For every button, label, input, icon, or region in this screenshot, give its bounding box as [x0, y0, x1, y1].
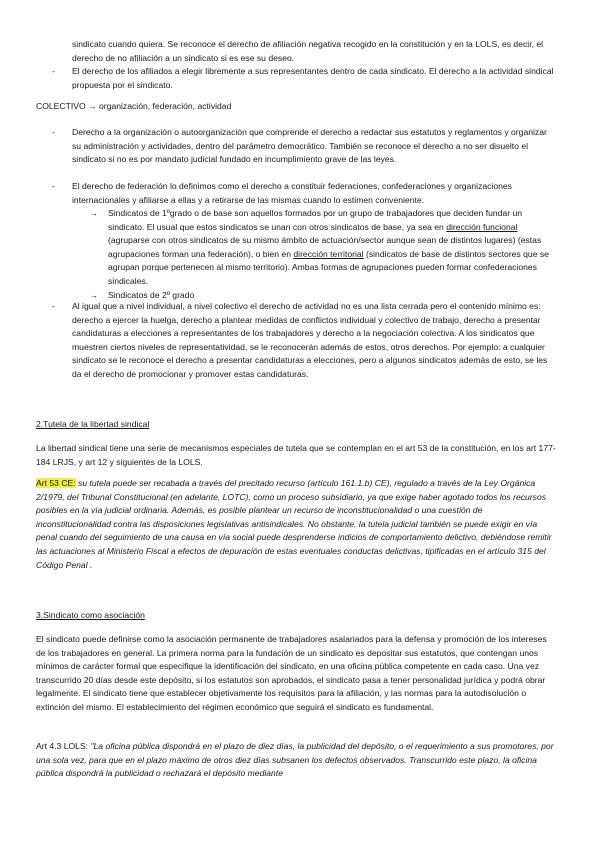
colectivo-heading: COLECTIVO → organización, federación, actividad [36, 101, 232, 111]
art-53-highlight: Art 53 CE: [36, 478, 76, 488]
section-2-art53: Art 53 CE: su tutela puede ser recabada a través del precitado recurso (artículo 161.1.b) CE), regulado a través de la Ley Orgánica 2/1979, del Tribunal Constitucional (en adelante, LOTC), como un proceso subsidiario, ya que exige haber agotado todos los recursos posibles en la vía judicial ordinaria. Además, es posible plantear un recurso de inconstitucionalidad o una cuestión de inconstitucionalidad contra las disposiciones legislativas antisindicales. No obstante, la tutela judicial también se puede exigir en vía penal cuando del seguimiento de una causa en vía social puede desprenderse indicios de comportamiento delictivo, debiéndose remitir las actuaciones al Ministerio Fiscal a efectos de depuración de estas eventuales conductas delictivas, tipificadas en el artículo 315 del Código Penal . [36, 478, 552, 570]
section-3-heading: 3.Sindicato como asociación [36, 610, 145, 620]
section-3-paragraph: El sindicato puede definirse como la asociación permanente de trabajadores asalariados para la defensa y promoción de los intereses de los trabajadores en general. La primera norma para la fundación de un sindicato es depositar sus estatutos, que contengan unos mínimos de carácter formal que especifique la identificación del sindicato, en una oficina pública competente en cada caso. Una vez transcurrido 20 días desde este depósito, si los estatutos son aprobados, el sindicato pasa a tener personalidad jurídica y podrá obrar legalmente. El sindicato tiene que establecer objetivamente los requisitos para la afiliación, y las normas para la autodisolución o extinción del mismo. El establecimiento del régimen económico que seguirá el sindicato es fundamental. [36, 634, 547, 712]
bullet-dash: - [52, 301, 55, 311]
arrow-icon: → [90, 291, 98, 300]
colectivo-bullet-2: El derecho de federación lo definimos como el derecho a constituir federaciones, confederaciones y organizaciones internacionales y afiliarse a ellas y a retirarse de las mismas cuando lo estimen conveniente. [72, 181, 512, 205]
colectivo-sub-2: Sindicatos de 2º grado [108, 290, 195, 300]
link-direccion-territorial: dirección territorial [293, 248, 364, 259]
bullet-dash: - [52, 127, 55, 137]
colectivo-bullet-3: Al igual que a nivel individual, a nivel colectivo el derecho de actividad no es una lista cerrada pero el contenido mínimo es: derecho a ejercer la huelga, derecho a plantear medidas de conflictos individual y colectivo de trabajo, derecho a presentar candidaturas a elecciones a representantes de los trabajadores y derecho a la negociación colectiva. A los sindicatos que muestren ciertos niveles de representatividad, se le reconocerán además de estos, otros derechos. Por ejemplo: a cualquier sindicato se le reconoce el derecho a presentar candidaturas a elecciones, pero a algunos sindicatos además de esto, se les da el derecho de promocionar y promover estas candidaturas. [72, 301, 548, 379]
section-3-art43: Art 4.3 LOLS: "La oficina pública dispondrá en el plazo de diez días, la publicidad del depósito, o el requerimiento a sus promotores, por una sola vez, para que en el plazo máximo de otros diez días subsanen los defectos observados. Transcurrido este plazo, la oficina pública dispondrá la publicidad o rechazará el depósito mediante [36, 741, 554, 779]
bullet-dash: - [52, 66, 55, 76]
section-2-heading: 2.Tutela de la libertad sindical [36, 419, 150, 429]
arrow-icon: → [90, 209, 98, 218]
section-2-paragraph: La libertad sindical tiene una serie de mecanismos especiales de tutela que se contemplan en el art 53 de la constitución, en los art 177- 184 LRJS, y art 12 y siguientes de la LOLS. [36, 443, 556, 467]
colectivo-bullet-1: Derecho a la organización o autoorganización que comprende el derecho a redactar sus estatutos y reglamentos y organizar su administración y actividades, dentro del parámetro democrático. También se reconoce el derecho a no ser disuelto el sindicato si no es por mandato judicial fundado en incumplimiento grave de las leyes. [72, 127, 547, 165]
intro-continued: sindicato cuando quiera. Se reconoce el derecho de afiliación negativa recogido en la constitución y en la LOLS, es decir, el derecho de no afiliación a un sindicato si es ese su deseo. [72, 39, 544, 63]
colectivo-sub-1: Sindicatos de 1ºgrado o de base son aquellos formados por un grupo de trabajadores que deciden fundar un sindicato. El usual que estos sindicatos se unan con otros sindicatos de base, ya sea en dirección funcional (agruparse con otros sindicatos de su mismo ámbito de actuación/sector aunque sean de distintos lugares) (estas agrupaciones forman una federación), o bien en dirección territorial (sindicatos de base de distintos sectores que se agrupan porque pertenecen al mismo territorio). Ambas formas de agrupaciones pueden formar confederaciones sindicales. [108, 208, 549, 286]
intro-bullet-2: El derecho de los afiliados a elegir libremente a sus representantes dentro de cada sindicato. El derecho a la actividad sindical propuesta por el sindicato. [72, 66, 554, 90]
link-direccion-funcional: dirección funcional [446, 221, 518, 232]
bullet-dash: - [52, 181, 55, 191]
